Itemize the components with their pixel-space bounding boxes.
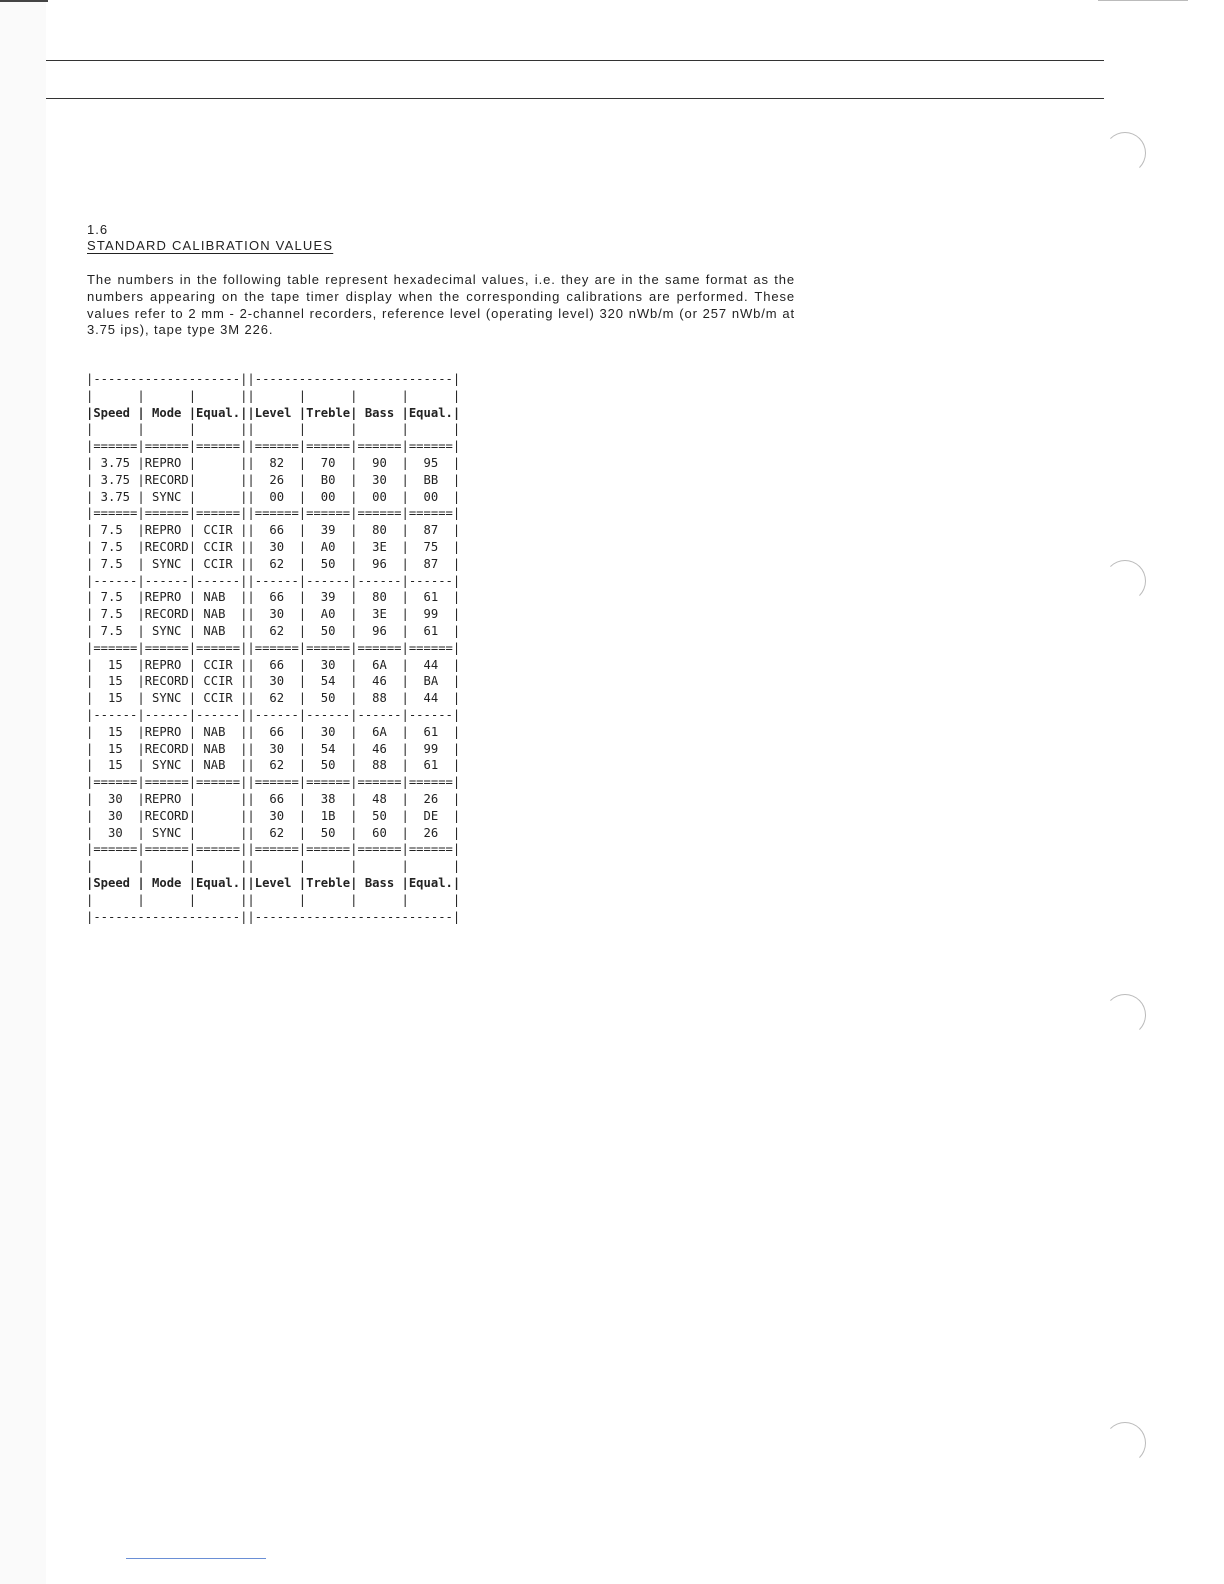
table-row: | 7.5 | SYNC | CCIR || 62 | 50 | 96 | 87 |: [86, 556, 461, 571]
table-row: | 15 |REPRO | NAB || 66 | 30 | 6A | 61 |: [86, 724, 461, 739]
section-number: 1.6: [87, 222, 109, 237]
table-row: | 15 |RECORD| NAB || 30 | 54 | 46 | 99 |: [86, 741, 461, 756]
table-separator: |======|======|======||======|======|======|======|: [86, 775, 461, 790]
table-row: | 15 | SYNC | NAB || 62 | 50 | 88 | 61 |: [86, 758, 461, 773]
table-footer-row: |Speed | Mode |Equal.||Level |Treble| Bass |Equal.|: [86, 875, 461, 890]
table-row: | 30 |REPRO | || 66 | 38 | 48 | 26 |: [86, 791, 461, 806]
intro-paragraph: The numbers in the following table represent hexadecimal values, i.e. they are in the same format as the numbers appearing on the tape timer display when the corresponding calibrations are performed. These values refer to 2 mm - 2-channel recorders, reference level (operating level) 320 nWb/m (or 257 nWb/m at 3.75 ips), tape type 3M 226.: [87, 272, 795, 338]
table-row: | 3.75 |RECORD| || 26 | B0 | 30 | BB |: [86, 472, 461, 487]
table-header-row: |Speed | Mode |Equal.||Level |Treble| Bass |Equal.|: [86, 405, 461, 420]
table-row: | 15 |RECORD| CCIR || 30 | 54 | 46 | BA |: [86, 674, 461, 689]
table-spacer: | | | || | | | |: [86, 388, 461, 403]
table-row: | 3.75 | SYNC | || 00 | 00 | 00 | 00 |: [86, 489, 461, 504]
table-row: | 7.5 | SYNC | NAB || 62 | 50 | 96 | 61 |: [86, 623, 461, 638]
table-spacer: | | | || | | | |: [86, 859, 461, 874]
binder-hole: [1104, 1422, 1146, 1464]
table-border: |--------------------||---------------------------|: [86, 372, 461, 386]
scan-mark: [126, 1558, 266, 1559]
header-rule: [46, 98, 1104, 99]
table-spacer: | | | || | | | |: [86, 892, 461, 907]
scan-edge: [0, 0, 46, 1584]
scan-mark: [1098, 0, 1188, 1]
section-title: STANDARD CALIBRATION VALUES: [87, 238, 334, 253]
table-row: | 3.75 |REPRO | || 82 | 70 | 90 | 95 |: [86, 455, 461, 470]
table-separator: |======|======|======||======|======|======|======|: [86, 439, 461, 454]
header-rule: [46, 60, 1104, 61]
calibration-table: [86, 371, 460, 925]
table-separator: |------|------|------||------|------|------|------|: [86, 707, 461, 722]
binder-hole: [1104, 560, 1146, 602]
table-row: | 30 | SYNC | || 62 | 50 | 60 | 26 |: [86, 825, 461, 840]
table-row: | 15 | SYNC | CCIR || 62 | 50 | 88 | 44 |: [86, 691, 461, 706]
table-separator: |======|======|======||======|======|======|======|: [86, 640, 461, 655]
table-row: | 7.5 |REPRO | CCIR || 66 | 39 | 80 | 87 |: [86, 523, 461, 538]
table-row: | 15 |REPRO | CCIR || 66 | 30 | 6A | 44 |: [86, 657, 461, 672]
binder-hole: [1104, 994, 1146, 1036]
table-separator: |------|------|------||------|------|------|------|: [86, 573, 461, 588]
table-row: | 7.5 |RECORD| CCIR || 30 | A0 | 3E | 75 |: [86, 539, 461, 554]
table-row: | 7.5 |REPRO | NAB || 66 | 39 | 80 | 61 |: [86, 590, 461, 605]
table-spacer: | | | || | | | |: [86, 422, 461, 437]
scan-mark: [0, 0, 48, 2]
table-row: | 7.5 |RECORD| NAB || 30 | A0 | 3E | 99 |: [86, 607, 461, 622]
table-row: | 30 |RECORD| || 30 | 1B | 50 | DE |: [86, 808, 461, 823]
table-separator: |======|======|======||======|======|======|======|: [86, 842, 461, 857]
table-border: |--------------------||---------------------------|: [86, 909, 461, 924]
table-separator: |======|======|======||======|======|======|======|: [86, 506, 461, 521]
binder-hole: [1104, 132, 1146, 174]
